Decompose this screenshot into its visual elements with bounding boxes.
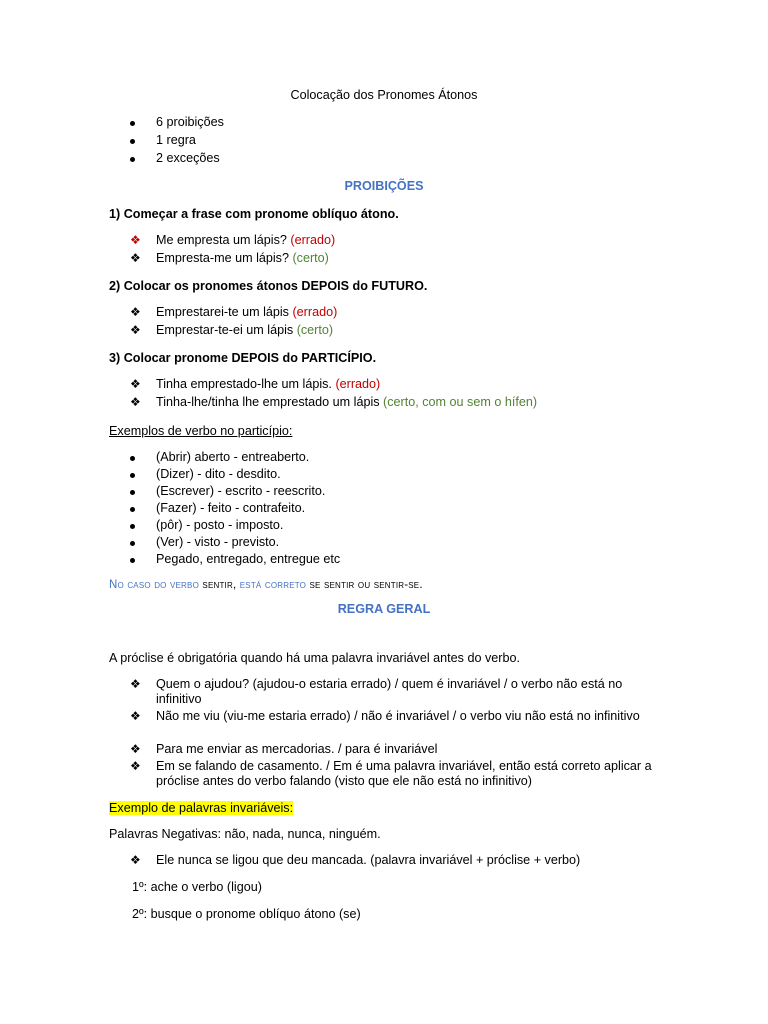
proibicoes-heading: PROIBIÇÕES	[344, 179, 424, 193]
example-item: Emprestar-te-ei um lápis (certo)	[156, 323, 334, 337]
participio-item: (Escrever) - escrito - reescrito.	[156, 484, 326, 498]
participio-item: (Ver) - visto - previsto.	[156, 535, 280, 549]
example-item: Empresta-me um lápis? (certo)	[156, 251, 329, 265]
proibicao-2-title: 2) Colocar os pronomes átonos DEPOIS do FUTURO.	[109, 279, 428, 293]
diamond-bullet-icon: ❖	[130, 677, 141, 691]
diamond-bullet-icon: ❖	[130, 759, 141, 773]
example-item: Tinha-lhe/tinha lhe emprestado um lápis (certo, com ou sem o hífen)	[156, 395, 538, 409]
participio-item: (Fazer) - feito - contrafeito.	[156, 501, 306, 515]
diamond-bullet-icon: ❖	[130, 323, 141, 337]
example-item: Me empresta um lápis? (errado)	[156, 233, 336, 247]
summary-item: 2 exceções	[156, 151, 220, 165]
regra-intro: A próclise é obrigatória quando há uma palavra invariável antes do verbo.	[109, 651, 520, 665]
proibicao-1-title: 1) Começar a frase com pronome oblíquo átono.	[109, 207, 399, 221]
negativas-line	[109, 826, 668, 842]
bullet-icon	[130, 466, 135, 482]
bullet-icon	[130, 534, 135, 550]
summary-item: 1 regra	[156, 133, 196, 147]
regra-item: Para me enviar as mercadorias. / para é invariável	[156, 742, 438, 756]
bullet-icon	[130, 114, 135, 130]
participio-item: (Dizer) - dito - desdito.	[156, 467, 281, 481]
participio-item: Pegado, entregado, entregue etc	[156, 552, 341, 566]
certo-note: (certo)	[296, 323, 334, 337]
bullet-icon	[130, 150, 135, 166]
regra-item: Em se falando de casamento. / Em é uma palavra invariável, então está correto aplicar a próclise antes do verbo falando (visto que ele não está no infinitivo)	[156, 759, 652, 788]
diamond-bullet-icon: ❖	[130, 709, 141, 723]
bullet-icon	[130, 500, 135, 516]
invariaveis-heading: Exemplo de palavras invariáveis:	[109, 801, 294, 815]
example-item: Emprestarei-te um lápis (errado)	[156, 305, 338, 319]
regra-item: Não me viu (viu-me estaria errado) / não é invariável / o verbo viu não está no infinitivo	[156, 709, 640, 723]
bullet-icon	[130, 449, 135, 465]
participio-item: (pôr) - posto - imposto.	[156, 518, 284, 532]
regra-geral-heading: REGRA GERAL	[337, 602, 431, 616]
errado-note: (errado)	[290, 233, 336, 247]
summary-item: 6 proibições	[156, 115, 224, 129]
bullet-icon	[130, 551, 135, 567]
exemplos-participio-heading: Exemplos de verbo no particípio:	[109, 424, 293, 438]
negativas-text: não, nada, nunca, ninguém.	[224, 827, 381, 841]
step-2: 2º: busque o pronome oblíquo átono (se)	[132, 907, 361, 921]
diamond-bullet-icon: ❖	[130, 742, 141, 756]
step-1: 1º: ache o verbo (ligou)	[132, 880, 262, 894]
diamond-bullet-icon: ❖	[130, 395, 141, 409]
diamond-bullet-icon: ❖	[130, 233, 141, 247]
diamond-bullet-icon: ❖	[130, 377, 141, 391]
bullet-icon	[130, 483, 135, 499]
regra-item: Quem o ajudou? (ajudou-o estaria errado) / quem é invariável / o verbo não está no infinitivo	[156, 677, 623, 706]
participio-item: (Abrir) aberto - entreaberto.	[156, 450, 310, 464]
negativas-label: Palavras Negativas:	[109, 827, 221, 841]
errado-note: (errado)	[335, 377, 381, 391]
diamond-bullet-icon: ❖	[130, 853, 141, 867]
sentir-note: No caso do verbo sentir, está correto se sentir ou sentir-se.	[109, 579, 423, 591]
invariaveis-heading-line	[109, 800, 668, 816]
page-title: Colocação dos Pronomes Átonos	[290, 88, 478, 102]
bullet-icon	[130, 517, 135, 533]
bullet-icon	[130, 132, 135, 148]
example-item: Tinha emprestado-lhe um lápis. (errado)	[156, 377, 381, 391]
proibicao-3-title: 3) Colocar pronome DEPOIS do PARTICÍPIO.	[109, 351, 377, 365]
errado-note: (errado)	[292, 305, 338, 319]
certo-note: (certo, com ou sem o hífen)	[383, 395, 538, 409]
negativas-example: Ele nunca se ligou que deu mancada. (palavra invariável + próclise + verbo)	[156, 853, 581, 867]
diamond-bullet-icon: ❖	[130, 251, 141, 265]
diamond-bullet-icon: ❖	[130, 305, 141, 319]
certo-note: (certo)	[292, 251, 329, 265]
